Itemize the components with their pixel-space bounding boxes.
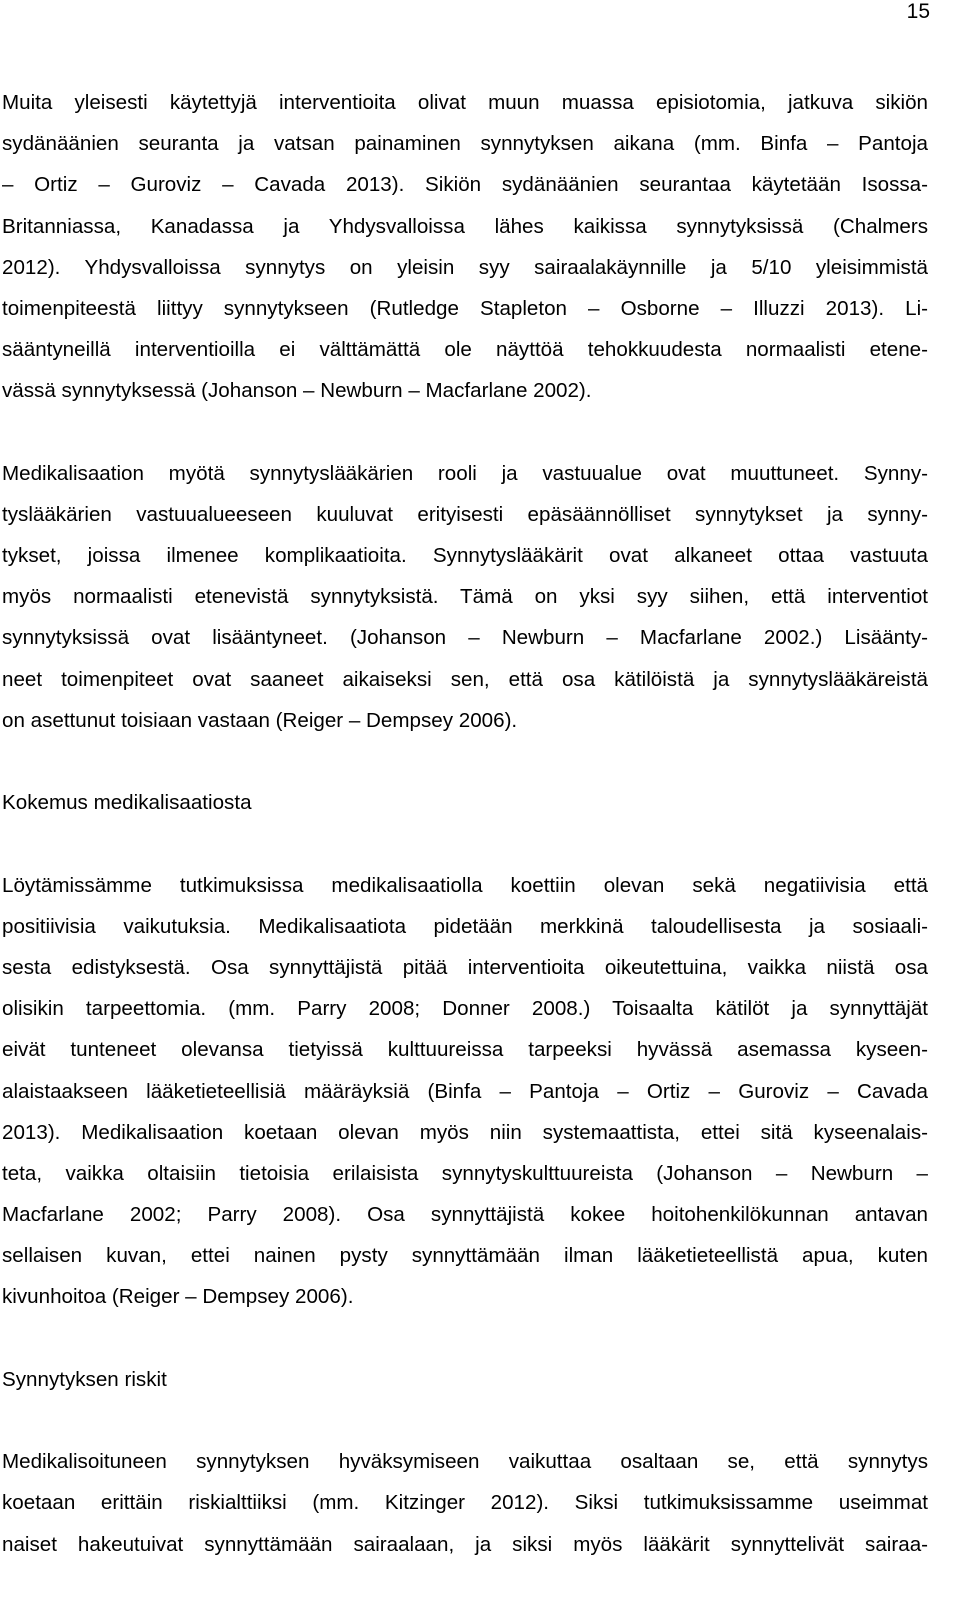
text-line: Medikalisaation myötä synnytyslääkärien rooli ja vastuualue ovat muuttuneet. Synny- [2, 461, 928, 485]
paragraph-gap [2, 1400, 928, 1441]
text-line: synnytyksissä ovat lisääntyneet. (Johanson – Newburn – Macfarlane 2002.) Lisäänty- [2, 626, 928, 650]
text-line: eivät tunteneet olevansa tietyissä kulttuureissa tarpeeksi hyvässä asemassa kyseen- [2, 1038, 928, 1062]
text-line: vässä synnytyksessä (Johanson – Newburn – Macfarlane 2002). [2, 379, 592, 403]
text-line: sesta edistyksestä. Osa synnyttäjistä pitää interventioita oikeutettuina, vaikka niistä osa [2, 955, 928, 979]
text-line: neet toimenpiteet ovat saaneet aikaiseksi sen, että osa kätilöistä ja synnytyslääkäreistä [2, 667, 928, 691]
text-line: naiset hakeutuivat synnyttämään sairaalaan, ja siksi myös lääkärit synnyttelivät sairaa- [2, 1532, 928, 1556]
section-heading: Synnytyksen riskit [2, 1367, 167, 1391]
section-heading: Kokemus medikalisaatiosta [2, 791, 252, 815]
text-line: myös normaalisti etenevistä synnytyksistä. Tämä on yksi syy siihen, että interventiot [2, 585, 928, 609]
text-line: olisikin tarpeettomia. (mm. Parry 2008; Donner 2008.) Toisaalta kätilöt ja synnyttäjät [2, 997, 928, 1021]
text-line: Löytämissämme tutkimuksissa medikalisaatiolla koettiin olevan sekä negatiivisia että [2, 873, 928, 897]
text-line: positiivisia vaikutuksia. Medikalisaatiota pidetään merkkinä taloudellisesta ja sosiaali- [2, 914, 928, 938]
text-line: toimenpiteestä liittyy synnytykseen (Rutledge Stapleton – Osborne – Illuzzi 2013). Li- [2, 296, 928, 320]
text-line: Macfarlane 2002; Parry 2008). Osa synnyttäjistä kokee hoitohenkilökunnan antavan [2, 1203, 928, 1227]
paragraph [2, 453, 928, 741]
paragraph-gap [2, 741, 928, 782]
text-line: Britanniassa, Kanadassa ja Yhdysvalloissa lähes kaikissa synnytyksissä (Chalmers [2, 214, 928, 238]
text-line: sääntyneillä interventioilla ei välttämättä ole näyttöä tehokkuudesta normaalisti etene- [2, 338, 928, 362]
text-line: tyslääkärien vastuualueeseen kuuluvat erityisesti epäsäännölliset synnytykset ja synny- [2, 502, 928, 526]
paragraph-gap [2, 412, 928, 453]
text-line: Medikalisoituneen synnytyksen hyväksymiseen vaikuttaa osaltaan se, että synnytys [2, 1450, 928, 1474]
text-line: teta, vaikka oltaisiin tietoisia erilaisista synnytyskulttuureista (Johanson – Newburn – [2, 1161, 928, 1185]
text-line: Muita yleisesti käytettyjä interventioita olivat muun muassa episiotomia, jatkuva sikiön [2, 91, 928, 114]
paragraph [2, 1441, 928, 1565]
paragraph-gap [2, 823, 928, 864]
document-body [2, 82, 928, 1565]
text-line: 2012). Yhdysvalloissa synnytys on yleisin syy sairaalakäynnille ja 5/10 yleisimmistä [2, 255, 928, 279]
paragraph-gap [2, 1318, 928, 1359]
text-line: kivunhoitoa (Reiger – Dempsey 2006). [2, 1285, 354, 1309]
text-line: tykset, joissa ilmenee komplikaatioita. Synnytyslääkärit ovat alkaneet ottaa vastuuta [2, 544, 928, 568]
page-number: 15 [906, 0, 930, 23]
text-line: on asettunut toisiaan vastaan (Reiger – Dempsey 2006). [2, 708, 518, 732]
text-line: koetaan erittäin riskialttiiksi (mm. Kitzinger 2012). Siksi tutkimuksissamme useimmat [2, 1491, 928, 1515]
text-line: sellaisen kuvan, ettei nainen pysty synnyttämään ilman lääketieteellistä apua, kuten [2, 1244, 928, 1268]
paragraph [2, 865, 928, 1318]
text-line: 2013). Medikalisaation koetaan olevan myös niin systemaattista, ettei sitä kyseenalais- [2, 1120, 928, 1144]
text-line: alaistaakseen lääketieteellisiä määräyksiä (Binfa – Pantoja – Ortiz – Guroviz – Cavada [2, 1079, 928, 1103]
text-line: – Ortiz – Guroviz – Cavada 2013). Sikiön sydänäänien seurantaa käytetään Isossa- [2, 173, 928, 197]
text-line: sydänäänien seuranta ja vatsan painaminen synnytyksen aikana (mm. Binfa – Pantoja [2, 132, 928, 156]
paragraph [2, 82, 928, 412]
